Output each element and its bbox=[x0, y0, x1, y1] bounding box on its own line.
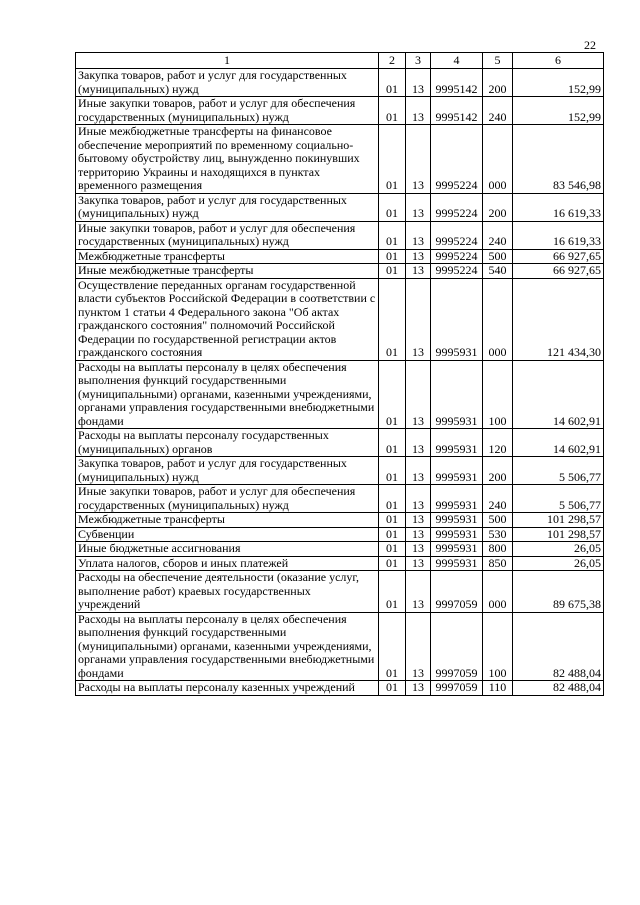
table-row bbox=[76, 429, 604, 457]
expense-type-cell: 240 bbox=[483, 97, 513, 125]
table-row bbox=[76, 571, 604, 613]
section-code-cell: 01 bbox=[379, 513, 406, 528]
expense-type-cell: 540 bbox=[483, 264, 513, 279]
target-article-cell: 9997059 bbox=[431, 571, 483, 613]
expense-name-cell: Расходы на выплаты персоналу казенных учреждений bbox=[76, 681, 379, 696]
expense-name-cell: Закупка товаров, работ и услуг для государственных (муниципальных) нужд bbox=[76, 69, 379, 97]
expense-name-cell: Осуществление переданных органам государственной власти субъектов Российской Федерации в соответствии с пунктом 1 статьи 4 Федерального закона "Об актах гражданского состояния" полномочий Российской Федерации по государственной регистрации актов гражданского состояния bbox=[76, 278, 379, 360]
section-code-cell: 01 bbox=[379, 69, 406, 97]
column-header: 1 bbox=[76, 53, 379, 69]
subsection-code-cell: 13 bbox=[406, 513, 431, 528]
subsection-code-cell: 13 bbox=[406, 527, 431, 542]
subsection-code-cell: 13 bbox=[406, 571, 431, 613]
target-article-cell: 9997059 bbox=[431, 681, 483, 696]
subsection-code-cell: 13 bbox=[406, 193, 431, 221]
expense-name-cell: Иные межбюджетные трансферты на финансовое обеспечение мероприятий по временному социально-бытовому обустройству лиц, вынужденно покинувших территорию Украины и находящихся в пунктах временного размещения bbox=[76, 125, 379, 194]
table-row bbox=[76, 221, 604, 249]
section-code-cell: 01 bbox=[379, 125, 406, 194]
table-row bbox=[76, 125, 604, 194]
column-header: 4 bbox=[431, 53, 483, 69]
table-row bbox=[76, 193, 604, 221]
section-code-cell: 01 bbox=[379, 221, 406, 249]
section-code-cell: 01 bbox=[379, 556, 406, 571]
expense-name-cell: Иные бюджетные ассигнования bbox=[76, 542, 379, 557]
budget-table bbox=[75, 52, 604, 696]
expense-name-cell: Субвенции bbox=[76, 527, 379, 542]
subsection-code-cell: 13 bbox=[406, 360, 431, 429]
expense-type-cell: 500 bbox=[483, 513, 513, 528]
amount-cell: 66 927,65 bbox=[513, 249, 604, 264]
expense-type-cell: 000 bbox=[483, 125, 513, 194]
expense-name-cell: Межбюджетные трансферты bbox=[76, 513, 379, 528]
section-code-cell: 01 bbox=[379, 193, 406, 221]
target-article-cell: 9995224 bbox=[431, 193, 483, 221]
section-code-cell: 01 bbox=[379, 681, 406, 696]
amount-cell: 16 619,33 bbox=[513, 221, 604, 249]
amount-cell: 14 602,91 bbox=[513, 360, 604, 429]
subsection-code-cell: 13 bbox=[406, 249, 431, 264]
amount-cell: 152,99 bbox=[513, 97, 604, 125]
target-article-cell: 9995224 bbox=[431, 221, 483, 249]
subsection-code-cell: 13 bbox=[406, 556, 431, 571]
target-article-cell: 9995931 bbox=[431, 457, 483, 485]
section-code-cell: 01 bbox=[379, 571, 406, 613]
expense-name-cell: Межбюджетные трансферты bbox=[76, 249, 379, 264]
expense-type-cell: 110 bbox=[483, 681, 513, 696]
subsection-code-cell: 13 bbox=[406, 221, 431, 249]
subsection-code-cell: 13 bbox=[406, 542, 431, 557]
table-row bbox=[76, 360, 604, 429]
expense-type-cell: 120 bbox=[483, 429, 513, 457]
subsection-code-cell: 13 bbox=[406, 125, 431, 194]
expense-type-cell: 200 bbox=[483, 69, 513, 97]
subsection-code-cell: 13 bbox=[406, 681, 431, 696]
section-code-cell: 01 bbox=[379, 97, 406, 125]
table-body bbox=[76, 69, 604, 696]
subsection-code-cell: 13 bbox=[406, 612, 431, 681]
column-header: 2 bbox=[379, 53, 406, 69]
section-code-cell: 01 bbox=[379, 278, 406, 360]
target-article-cell: 9995224 bbox=[431, 264, 483, 279]
expense-type-cell: 850 bbox=[483, 556, 513, 571]
section-code-cell: 01 bbox=[379, 429, 406, 457]
target-article-cell: 9995931 bbox=[431, 360, 483, 429]
table-row bbox=[76, 69, 604, 97]
subsection-code-cell: 13 bbox=[406, 278, 431, 360]
expense-type-cell: 000 bbox=[483, 278, 513, 360]
expense-name-cell: Иные закупки товаров, работ и услуг для обеспечения государственных (муниципальных) нужд bbox=[76, 97, 379, 125]
section-code-cell: 01 bbox=[379, 264, 406, 279]
subsection-code-cell: 13 bbox=[406, 264, 431, 279]
expense-name-cell: Закупка товаров, работ и услуг для государственных (муниципальных) нужд bbox=[76, 457, 379, 485]
target-article-cell: 9995142 bbox=[431, 69, 483, 97]
target-article-cell: 9995931 bbox=[431, 527, 483, 542]
amount-cell: 14 602,91 bbox=[513, 429, 604, 457]
table-row bbox=[76, 556, 604, 571]
table-row bbox=[76, 527, 604, 542]
amount-cell: 5 506,77 bbox=[513, 485, 604, 513]
expense-type-cell: 240 bbox=[483, 485, 513, 513]
target-article-cell: 9995931 bbox=[431, 542, 483, 557]
section-code-cell: 01 bbox=[379, 612, 406, 681]
amount-cell: 26,05 bbox=[513, 542, 604, 557]
expense-name-cell: Иные закупки товаров, работ и услуг для обеспечения государственных (муниципальных) нужд bbox=[76, 485, 379, 513]
amount-cell: 5 506,77 bbox=[513, 457, 604, 485]
section-code-cell: 01 bbox=[379, 527, 406, 542]
amount-cell: 26,05 bbox=[513, 556, 604, 571]
section-code-cell: 01 bbox=[379, 457, 406, 485]
amount-cell: 83 546,98 bbox=[513, 125, 604, 194]
section-code-cell: 01 bbox=[379, 485, 406, 513]
target-article-cell: 9995931 bbox=[431, 429, 483, 457]
target-article-cell: 9997059 bbox=[431, 612, 483, 681]
table-row bbox=[76, 97, 604, 125]
table-row bbox=[76, 457, 604, 485]
expense-name-cell: Расходы на обеспечение деятельности (оказание услуг, выполнение работ) краевых государственных учреждений bbox=[76, 571, 379, 613]
table-header-row bbox=[76, 53, 604, 69]
expense-name-cell: Иные закупки товаров, работ и услуг для обеспечения государственных (муниципальных) нужд bbox=[76, 221, 379, 249]
subsection-code-cell: 13 bbox=[406, 457, 431, 485]
expense-name-cell: Расходы на выплаты персоналу в целях обеспечения выполнения функций государственными (муниципальными) органами, казенными учреждениями, органами управления государственными внебюджетными фондами bbox=[76, 360, 379, 429]
expense-name-cell: Иные межбюджетные трансферты bbox=[76, 264, 379, 279]
table-row bbox=[76, 513, 604, 528]
expense-type-cell: 000 bbox=[483, 571, 513, 613]
expense-name-cell: Уплата налогов, сборов и иных платежей bbox=[76, 556, 379, 571]
amount-cell: 152,99 bbox=[513, 69, 604, 97]
table-row bbox=[76, 249, 604, 264]
target-article-cell: 9995224 bbox=[431, 249, 483, 264]
amount-cell: 82 488,04 bbox=[513, 612, 604, 681]
subsection-code-cell: 13 bbox=[406, 485, 431, 513]
expense-type-cell: 500 bbox=[483, 249, 513, 264]
column-header: 6 bbox=[513, 53, 604, 69]
table-row bbox=[76, 612, 604, 681]
amount-cell: 121 434,30 bbox=[513, 278, 604, 360]
expense-name-cell: Расходы на выплаты персоналу государственных (муниципальных) органов bbox=[76, 429, 379, 457]
subsection-code-cell: 13 bbox=[406, 69, 431, 97]
section-code-cell: 01 bbox=[379, 360, 406, 429]
subsection-code-cell: 13 bbox=[406, 97, 431, 125]
table-row bbox=[76, 681, 604, 696]
expense-type-cell: 200 bbox=[483, 193, 513, 221]
expense-type-cell: 800 bbox=[483, 542, 513, 557]
column-header: 5 bbox=[483, 53, 513, 69]
target-article-cell: 9995931 bbox=[431, 278, 483, 360]
table-row bbox=[76, 485, 604, 513]
expense-type-cell: 530 bbox=[483, 527, 513, 542]
target-article-cell: 9995142 bbox=[431, 97, 483, 125]
expense-type-cell: 100 bbox=[483, 612, 513, 681]
subsection-code-cell: 13 bbox=[406, 429, 431, 457]
amount-cell: 101 298,57 bbox=[513, 527, 604, 542]
target-article-cell: 9995931 bbox=[431, 556, 483, 571]
expense-name-cell: Закупка товаров, работ и услуг для государственных (муниципальных) нужд bbox=[76, 193, 379, 221]
page-number: 22 bbox=[584, 38, 596, 52]
expense-type-cell: 200 bbox=[483, 457, 513, 485]
table-row bbox=[76, 264, 604, 279]
section-code-cell: 01 bbox=[379, 542, 406, 557]
amount-cell: 66 927,65 bbox=[513, 264, 604, 279]
table-row bbox=[76, 542, 604, 557]
table-row bbox=[76, 278, 604, 360]
column-header: 3 bbox=[406, 53, 431, 69]
expense-type-cell: 100 bbox=[483, 360, 513, 429]
amount-cell: 101 298,57 bbox=[513, 513, 604, 528]
amount-cell: 89 675,38 bbox=[513, 571, 604, 613]
amount-cell: 16 619,33 bbox=[513, 193, 604, 221]
expense-name-cell: Расходы на выплаты персоналу в целях обеспечения выполнения функций государственными (муниципальными) органами, казенными учреждениями, органами управления государственными внебюджетными фондами bbox=[76, 612, 379, 681]
target-article-cell: 9995931 bbox=[431, 485, 483, 513]
section-code-cell: 01 bbox=[379, 249, 406, 264]
amount-cell: 82 488,04 bbox=[513, 681, 604, 696]
target-article-cell: 9995224 bbox=[431, 125, 483, 194]
target-article-cell: 9995931 bbox=[431, 513, 483, 528]
expense-type-cell: 240 bbox=[483, 221, 513, 249]
